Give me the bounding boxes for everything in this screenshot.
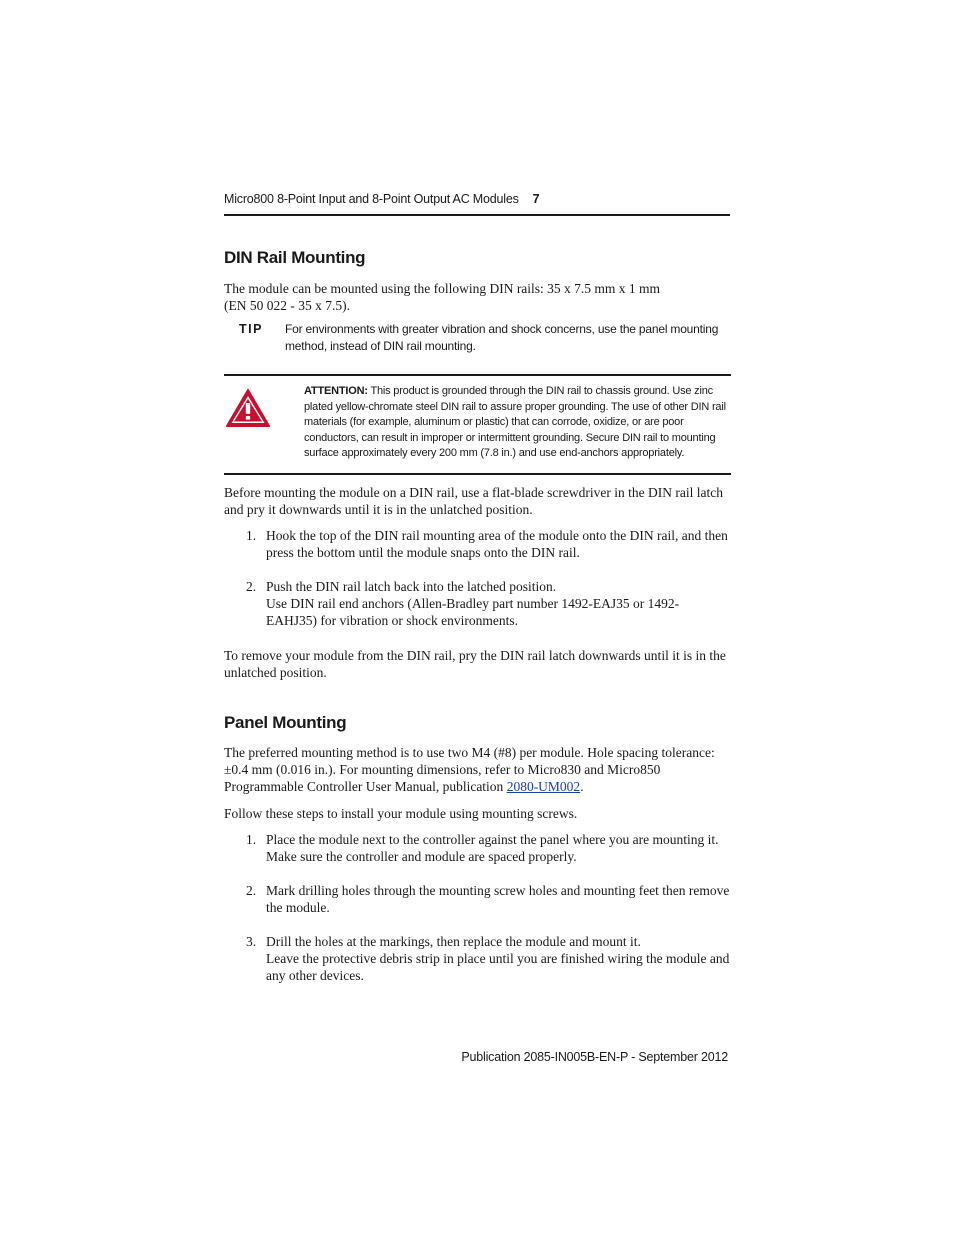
din-steps-list	[224, 527, 730, 629]
header-rule	[224, 214, 730, 216]
panel-intro-text: The preferred mounting method is to use two M4 (#8) per module. Hole spacing tolerance: ±0.4 mm (0.016 in.). For mounting dimensions, refer to Micro830 and Micro850 Programmable Controller User Manual, publication	[224, 745, 715, 794]
din-intro-line2: (EN 50 022 - 35 x 7.5).	[224, 298, 350, 313]
step-text: Hook the top of the DIN rail mounting area of the module onto the DIN rail, and then press the bottom until the module snaps onto the DIN rail.	[266, 528, 728, 560]
step-note: Use DIN rail end anchors (Allen-Bradley part number 1492-EAJ35 or 1492-EAHJ35) for vibration or shock environments.	[266, 596, 680, 628]
step-note: Leave the protective debris strip in place until you are finished wiring the module and any other devices.	[266, 951, 730, 983]
step-number: 1.	[246, 832, 257, 847]
panel-steps-list	[224, 831, 730, 984]
din-before-text: Before mounting the module on a DIN rail, use a flat-blade screwdriver in the DIN rail latch and pry it downwards until it is in the unlatched position.	[224, 485, 723, 517]
panel-follow-text: Follow these steps to install your module using mounting screws.	[224, 806, 578, 821]
step-text: Push the DIN rail latch back into the latched position.	[266, 579, 557, 594]
tip-label: TIP	[239, 322, 263, 336]
page-number: 7	[532, 192, 540, 206]
panel-mounting-heading: Panel Mounting	[224, 713, 347, 732]
publication-link[interactable]: 2080-UM002	[506, 779, 581, 794]
din-remove-text: To remove your module from the DIN rail, pry the DIN rail latch downwards until it is in the unlatched position.	[224, 648, 726, 680]
list-item	[224, 882, 730, 916]
attention-label: ATTENTION:	[304, 385, 368, 397]
din-rail-heading: DIN Rail Mounting	[224, 248, 366, 267]
step-number: 2.	[246, 883, 257, 898]
attention-text	[304, 384, 730, 462]
din-intro	[224, 280, 730, 314]
list-item	[224, 527, 730, 561]
step-text: Mark drilling holes through the mounting screw holes and mounting feet then remove the module.	[266, 883, 730, 915]
step-number: 2.	[246, 579, 257, 594]
footer-publication: Publication 2085-IN005B-EN-P - September 2012	[461, 1050, 728, 1064]
din-intro-line1: The module can be mounted using the following DIN rails: 35 x 7.5 mm x 1 mm	[224, 281, 661, 296]
header-title: Micro800 8-Point Input and 8-Point Output AC Modules	[224, 192, 519, 206]
warning-triangle-icon	[225, 388, 271, 428]
attention-bottom-rule	[224, 473, 731, 475]
step-number: 1.	[246, 528, 257, 543]
list-item	[224, 831, 730, 865]
tip-text: For environments with greater vibration and shock concerns, use the panel mounting method, instead of DIN rail mounting.	[285, 322, 719, 353]
attention-body: This product is grounded through the DIN rail to chassis ground. Use zinc plated yellow-chromate steel DIN rail to assure proper grounding. The use of other DIN rail materials (for example, aluminum or plastic) that can corrode, oxidize, or are poor conductors, can result in improper or intermittent grounding. Secure DIN rail to mounting surface approximately every 200 mm (7.8 in.) and use end-anchors appropriately.	[304, 385, 726, 459]
panel-intro-end: .	[580, 779, 584, 794]
running-header	[224, 192, 730, 206]
attention-top-rule	[224, 374, 731, 376]
step-text: Place the module next to the controller against the panel where you are mounting it. Make sure the controller and module are spaced properly.	[266, 832, 719, 864]
panel-intro	[224, 744, 730, 795]
list-item	[224, 933, 730, 984]
list-item	[224, 578, 730, 629]
step-number: 3.	[246, 934, 257, 949]
step-text: Drill the holes at the markings, then replace the module and mount it.	[266, 934, 641, 949]
